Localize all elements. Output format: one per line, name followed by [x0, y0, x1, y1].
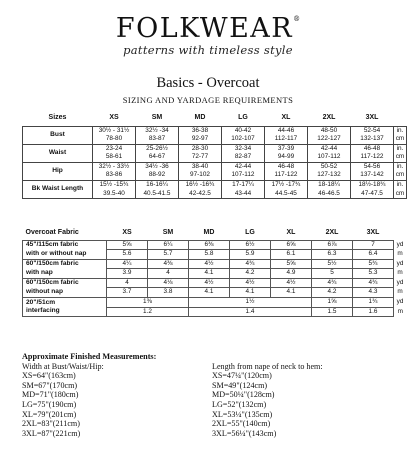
size-value-in: 18-18¼ — [318, 181, 340, 189]
size-value-cm: 107-112 — [231, 171, 255, 179]
size-value-cm: 88-92 — [148, 171, 166, 179]
yardage-m-cell: 5.9 — [230, 250, 271, 260]
size-value-cm: 42-42.5 — [189, 189, 211, 197]
size-value-cm: 46-46.5 — [318, 189, 340, 197]
yardage-header-cell: LG — [245, 229, 255, 237]
size-value-in: 37-39 — [277, 144, 295, 152]
width-item: 2XL=83"(211cm) — [22, 419, 80, 429]
size-cell — [179, 144, 222, 162]
unit-m: m — [397, 288, 403, 296]
length-item: 3XL=56¼"(143cm) — [212, 428, 277, 438]
size-cell — [222, 144, 265, 162]
size-value-cm: 112-117 — [274, 135, 298, 143]
size-value-in: 42-44 — [234, 162, 252, 170]
yardage-row-top — [23, 278, 407, 288]
yardage-yd-cell: 4⅜ — [148, 259, 189, 269]
size-value-in: 16-16¼ — [146, 181, 168, 189]
yardage-header-cell: Overcoat Fabric — [25, 229, 79, 237]
size-value-cm: 72-77 — [191, 153, 209, 161]
size-cell — [308, 144, 351, 162]
unit-in: in. — [396, 144, 404, 152]
unit-yd: yd — [396, 278, 404, 286]
yardage-yd-cell: 6⅞ — [312, 240, 353, 250]
yardage-header-cell: SM — [162, 229, 174, 237]
yardage-table — [22, 228, 407, 317]
yardage-row-top — [23, 240, 407, 250]
fabric-line: 45"/115cm fabric — [26, 241, 79, 248]
fabric-line: without nap — [26, 287, 63, 295]
fabric-line: with nap — [26, 268, 53, 276]
size-value-cm: 47-47.5 — [361, 189, 383, 197]
measurements-heading: Approximate Finished Measurements: — [22, 352, 157, 361]
size-value-in: 15½ -15¾ — [99, 181, 129, 189]
length-item: SM=49"(124cm) — [212, 380, 268, 390]
width-column — [22, 362, 212, 439]
unit-in: in. — [396, 181, 404, 189]
unit-yd: yd — [396, 240, 404, 248]
length-item: XL=53¼"(135cm) — [212, 409, 273, 419]
unit-in: in. — [396, 126, 404, 134]
yardage-yd-cell: 4½ — [271, 278, 312, 288]
fabric-line: 20"/51cm — [26, 298, 56, 306]
size-value-cm: 122-127 — [317, 135, 341, 143]
width-item: 3XL=87"(221cm) — [22, 428, 81, 438]
size-value-in: 34½ -36 — [145, 162, 169, 170]
yardage-yd-cell: 4¾ — [353, 278, 394, 288]
unit-in: in. — [396, 162, 404, 170]
yardage-yd-cell: 5⅝ — [107, 240, 148, 250]
fabric-line: interfacing — [26, 307, 60, 315]
size-cell — [351, 181, 394, 199]
size-value-in: 42-44 — [320, 144, 338, 152]
length-item: MD=50¼"(128cm) — [212, 390, 275, 400]
size-header-cell: Sizes — [48, 114, 67, 122]
size-value-cm: 137-142 — [360, 171, 384, 179]
size-value-cm: 97-102 — [190, 171, 210, 179]
size-header-cell: LG — [238, 114, 248, 122]
size-cell — [308, 181, 351, 199]
unit-cm: cm — [395, 171, 405, 179]
brand-logo — [0, 4, 416, 57]
size-value-in: 46-48 — [363, 144, 381, 152]
yardage-row-top — [23, 298, 407, 308]
yardage-m-cell: 5.8 — [189, 250, 230, 260]
size-cell — [179, 162, 222, 180]
size-cell — [222, 162, 265, 180]
yardage-yd-cell: 5½ — [312, 259, 353, 269]
size-cell — [265, 181, 308, 199]
size-cell — [136, 181, 179, 199]
yardage-row-label — [23, 240, 107, 259]
size-cell — [136, 162, 179, 180]
length-item: LG=52"(132cm) — [212, 399, 267, 409]
size-cell — [136, 144, 179, 162]
size-header-cell: 2XL — [322, 114, 336, 122]
yardage-header-cell: 2XL — [325, 229, 339, 237]
size-row — [23, 162, 407, 180]
yardage-m-cell: 4.3 — [353, 288, 394, 298]
yardage-m-cell: 3.7 — [107, 288, 148, 298]
size-header-cell: XS — [109, 114, 119, 122]
yardage-yd-cell: 4¼ — [107, 259, 148, 269]
unit-cm: cm — [395, 189, 405, 197]
interfacing-m-cell: 1.6 — [353, 307, 394, 317]
size-value-in: 28-30 — [191, 144, 209, 152]
yardage-yd-cell: 4½ — [189, 259, 230, 269]
yardage-yd-cell: 4½ — [189, 278, 230, 288]
yardage-m-cell: 4.2 — [230, 269, 271, 279]
width-title: Width at Bust/Waist/Hip: — [22, 361, 104, 371]
size-cell — [308, 126, 351, 144]
size-cell — [136, 126, 179, 144]
yardage-header-cell: XS — [122, 229, 132, 237]
size-value-cm: 82-87 — [234, 153, 252, 161]
size-units — [394, 144, 407, 162]
brand-name: FOLKWEAR® — [115, 13, 301, 44]
size-value-cm: 39.5-40 — [103, 189, 125, 197]
size-value-in: 46-48 — [277, 162, 295, 170]
yardage-yd-cell: 4½ — [230, 278, 271, 288]
yardage-m-cell: 5.6 — [107, 250, 148, 260]
size-value-in: 38-40 — [191, 162, 209, 170]
size-value-in: 44-46 — [277, 126, 295, 134]
size-value-in: 32½ - 33½ — [98, 162, 130, 170]
size-value-cm: 94-99 — [277, 153, 295, 161]
size-value-cm: 117-122 — [274, 171, 298, 179]
brand-tagline: patterns with timeless style — [123, 43, 293, 57]
size-cell — [351, 162, 394, 180]
size-row — [23, 144, 407, 162]
unit-cm: cm — [395, 153, 405, 161]
fabric-line: with or without nap — [26, 249, 87, 257]
size-row — [23, 181, 407, 199]
size-value-in: 40-42 — [234, 126, 252, 134]
size-value-in: 25-26½ — [146, 144, 168, 152]
size-units — [394, 126, 407, 144]
size-value-cm: 78-80 — [105, 135, 123, 143]
yardage-header-row — [23, 228, 407, 240]
interfacing-m-cell: 1.4 — [189, 307, 312, 317]
fabric-line: 60"/150cm fabric — [26, 260, 79, 268]
size-value-cm: 107-112 — [317, 153, 341, 161]
size-cell — [93, 181, 136, 199]
yardage-yd-cell: 4⅛ — [148, 278, 189, 288]
size-cell — [222, 126, 265, 144]
size-cell — [179, 126, 222, 144]
yardage-m-cell: 4.1 — [230, 288, 271, 298]
size-cell — [93, 162, 136, 180]
interfacing-m-cell: 1.5 — [312, 307, 353, 317]
width-item: XL=79"(201cm) — [22, 409, 77, 419]
yardage-header-cell: 3XL — [366, 229, 380, 237]
yardage-row-top — [23, 259, 407, 269]
registered-mark: ® — [293, 15, 301, 23]
size-row-label: Hip — [23, 162, 93, 180]
size-value-cm: 58-61 — [105, 153, 123, 161]
yardage-yd-cell: 5¾ — [353, 259, 394, 269]
unit-m: m — [397, 269, 403, 277]
size-value-cm: 132-137 — [360, 135, 384, 143]
length-item: XS=47¼"(120cm) — [212, 371, 272, 381]
yardage-m-cell: 4.1 — [271, 288, 312, 298]
size-cell — [222, 181, 265, 199]
unit-yd: yd — [396, 259, 404, 267]
size-value-cm: 40.5-41.5 — [143, 189, 171, 197]
yardage-header-cell: MD — [203, 229, 215, 237]
yardage-row-label — [23, 278, 107, 297]
yardage-yd-cell: 6½ — [230, 240, 271, 250]
size-value-cm: 92-97 — [191, 135, 209, 143]
yardage-m-cell: 6.4 — [353, 250, 394, 260]
yardage-m-cell: 4 — [148, 269, 189, 279]
width-item: LG=75"(190cm) — [22, 399, 77, 409]
yardage-m-cell: 3.8 — [148, 288, 189, 298]
size-header-cell: SM — [151, 114, 163, 122]
yardage-yd-cell: 6¼ — [148, 240, 189, 250]
size-value-cm: 117-122 — [360, 153, 384, 161]
size-value-cm: 83-86 — [105, 171, 123, 179]
yardage-m-cell: 5 — [312, 269, 353, 279]
unit-m: m — [397, 250, 403, 258]
yardage-m-cell: 4.2 — [312, 288, 353, 298]
width-item: MD=71"(180cm) — [22, 390, 79, 400]
size-value-in: 36-38 — [191, 126, 209, 134]
size-header-cell: MD — [194, 114, 206, 122]
size-value-in: 54-56 — [363, 162, 381, 170]
yardage-row-label — [23, 298, 107, 317]
size-value-cm: 102-107 — [231, 135, 255, 143]
length-title: Length from nape of neck to hem: — [212, 361, 323, 371]
size-row-label: Waist — [23, 144, 93, 162]
size-value-in: 50-52 — [320, 162, 338, 170]
size-value-in: 32-34 — [234, 144, 252, 152]
size-units — [394, 162, 407, 180]
size-cell — [93, 144, 136, 162]
yardage-m-cell: 6.3 — [312, 250, 353, 260]
size-cell — [351, 144, 394, 162]
page-title: Basics - Overcoat — [156, 75, 260, 91]
size-row — [23, 126, 407, 144]
yardage-m-cell: 4.1 — [189, 288, 230, 298]
yardage-m-cell: 5.7 — [148, 250, 189, 260]
size-row-label: Bust — [23, 126, 93, 144]
yardage-yd-cell: 7 — [353, 240, 394, 250]
interfacing-yd-cell: 1⅜ — [107, 298, 189, 308]
size-cell — [351, 126, 394, 144]
size-cell — [265, 126, 308, 144]
yardage-yd-cell: 4¾ — [230, 259, 271, 269]
fabric-line: 60"/150cm fabric — [26, 279, 79, 287]
size-value-cm: 83-87 — [148, 135, 166, 143]
size-cell — [179, 181, 222, 199]
yardage-m-cell: 4.9 — [271, 269, 312, 279]
unit-m: m — [397, 307, 403, 315]
interfacing-yd-cell: 1¾ — [353, 298, 394, 308]
length-item: 2XL=55"(140cm) — [212, 419, 271, 429]
yardage-yd-cell: 6⅜ — [189, 240, 230, 250]
size-table — [22, 112, 407, 199]
yardage-yd-cell: 6⅝ — [271, 240, 312, 250]
yardage-yd-cell: 4 — [107, 278, 148, 288]
finished-measurements — [22, 352, 402, 438]
size-value-in: 23-24 — [105, 144, 123, 152]
size-cell — [265, 162, 308, 180]
size-value-in: 17½ -17¾ — [271, 181, 301, 189]
size-value-in: 32½ -34 — [145, 126, 169, 134]
yardage-m-cell: 3.9 — [107, 269, 148, 279]
unit-yd: yd — [396, 298, 404, 306]
yardage-header-cell: XL — [286, 229, 296, 237]
interfacing-yd-cell: 1⅝ — [312, 298, 353, 308]
yardage-yd-cell: 5⅝ — [271, 259, 312, 269]
size-header-cell: 3XL — [365, 114, 379, 122]
size-value-in: 17-17¼ — [232, 181, 254, 189]
size-value-cm: 43-44 — [234, 189, 252, 197]
size-value-cm: 44.5-45 — [275, 189, 297, 197]
size-cell — [265, 144, 308, 162]
size-units — [394, 181, 407, 199]
size-value-cm: 64-67 — [148, 153, 166, 161]
length-column — [212, 362, 402, 439]
size-value-in: 48-50 — [320, 126, 338, 134]
size-cell — [93, 126, 136, 144]
width-item: SM=67"(170cm) — [22, 380, 78, 390]
size-header-row — [23, 112, 407, 126]
size-header-cell: XL — [281, 114, 291, 122]
interfacing-m-cell: 1.2 — [107, 307, 189, 317]
yardage-m-cell: 6.1 — [271, 250, 312, 260]
yardage-m-cell: 4.1 — [189, 269, 230, 279]
yardage-m-cell: 5.3 — [353, 269, 394, 279]
size-value-in: 52-54 — [363, 126, 381, 134]
yardage-yd-cell: 4¾ — [312, 278, 353, 288]
size-value-cm: 127-132 — [317, 171, 341, 179]
size-value-in: 18½-18¾ — [358, 181, 386, 189]
page-subtitle: SIZING AND YARDAGE REQUIREMENTS — [122, 95, 294, 105]
size-value-in: 30½ - 31½ — [98, 126, 130, 134]
interfacing-yd-cell: 1½ — [189, 298, 312, 308]
size-value-in: 16½ -16¾ — [185, 181, 215, 189]
size-cell — [308, 162, 351, 180]
yardage-row-label — [23, 259, 107, 278]
unit-cm: cm — [395, 135, 405, 143]
size-row-label: Bk Waist Length — [23, 181, 93, 199]
width-item: XS=64"(163cm) — [22, 371, 76, 381]
